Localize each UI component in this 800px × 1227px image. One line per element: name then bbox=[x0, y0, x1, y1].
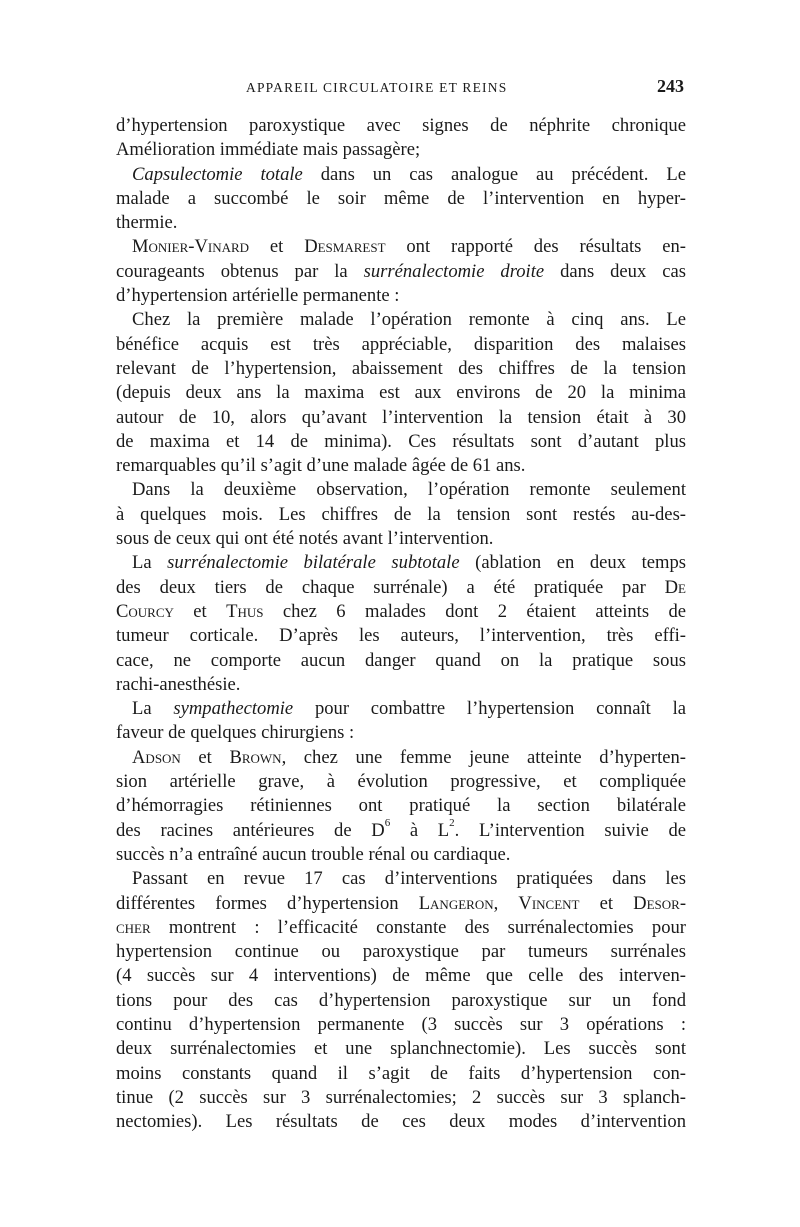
text-line: relevant de l’hypertension, abaissement des chiffres de la tension bbox=[116, 357, 686, 379]
text-line: faveur de quelques chirurgiens : bbox=[116, 722, 355, 744]
text-line: à quelques mois. Les chiffres de la tension sont restés au-des- bbox=[116, 503, 686, 525]
text-line: moins constants quand il s’agit de faits d’hypertension con- bbox=[116, 1062, 686, 1084]
text-line: cace, ne comporte aucun danger quand on la pratique sous bbox=[116, 649, 686, 671]
text-line: hypertension continue ou paroxystique par tumeurs surrénales bbox=[116, 941, 686, 963]
text-line: sous de ceux qui ont été notés avant l’intervention. bbox=[116, 528, 494, 550]
text-line: continu d’hypertension permanente (3 succès sur 3 opérations : bbox=[116, 1013, 686, 1035]
text-line: Chez la première malade l’opération remonte à cinq ans. Le bbox=[132, 309, 686, 331]
body-text bbox=[116, 114, 686, 1134]
text-line: remarquables qu’il s’agit d’une malade âgée de 61 ans. bbox=[116, 455, 526, 477]
text-line: malade a succombé le soir même de l’intervention en hyper- bbox=[116, 187, 686, 209]
text-line: succès n’a entraîné aucun trouble rénal ou cardiaque. bbox=[116, 843, 511, 865]
text-line: bénéfice acquis est très appréciable, disparition des malaises bbox=[116, 333, 686, 355]
text-line: rachi-anesthésie. bbox=[116, 673, 241, 695]
book-page bbox=[116, 76, 686, 1134]
text-line: tumeur corticale. D’après les auteurs, l’intervention, très effi- bbox=[116, 625, 686, 647]
running-head bbox=[116, 76, 686, 100]
text-line: Adson et Brown, chez une femme jeune atteinte d’hyperten- bbox=[132, 746, 687, 768]
text-line: autour de 10, alors qu’avant l’intervention la tension était à 30 bbox=[116, 406, 686, 428]
text-line: d’hypertension artérielle permanente : bbox=[116, 285, 400, 307]
text-line: d’hypertension paroxystique avec signes de néphrite chronique bbox=[116, 115, 686, 136]
text-line: cher montrent : l’efficacité constante des surrénalectomies pour bbox=[116, 916, 686, 938]
text-line: de maxima et 14 de minima). Ces résultats sont d’autant plus bbox=[116, 430, 686, 452]
text-line: Dans la deuxième observation, l’opération remonte seulement bbox=[132, 479, 686, 501]
text-line: des deux tiers de chaque surrénale) a été pratiquée par De bbox=[116, 576, 686, 598]
text-line: d’hémorragies rétiniennes ont pratiqué la section bilatérale bbox=[116, 795, 686, 817]
text-line: tions pour des cas d’hypertension paroxystique sur un fond bbox=[116, 989, 686, 1011]
text-line: deux surrénalectomies et une splanchnectomie). Les succès sont bbox=[116, 1038, 686, 1060]
text-line: des racines antérieures de $D^6$ à $L^2$. L’intervention suivie de bbox=[116, 817, 686, 841]
page-number: 243 bbox=[657, 76, 684, 96]
text-line: La sympathectomie pour combattre l’hypertension connaît la bbox=[132, 698, 687, 720]
text-line: nectomies). Les résultats de ces deux modes d’intervention bbox=[116, 1111, 686, 1133]
text-line: (depuis deux ans la maxima est aux environs de 20 la minima bbox=[116, 382, 686, 404]
text-line: courageants obtenus par la surrénalectomie droite dans deux cas bbox=[116, 260, 686, 282]
text-line: Amélioration immédiate mais passagère; bbox=[116, 139, 421, 161]
running-title: APPAREIL CIRCULATOIRE ET REINS bbox=[246, 80, 508, 95]
text-line: La surrénalectomie bilatérale subtotale (ablation en deux temps bbox=[132, 552, 686, 574]
text-line: Monier-Vinard et Desmarest ont rapporté des résultats en- bbox=[132, 236, 686, 258]
text-line: sion artérielle grave, à évolution progressive, et compliquée bbox=[116, 771, 686, 793]
text-line: Passant en revue 17 cas d’interventions pratiquées dans les bbox=[132, 868, 686, 890]
text-line: (4 succès sur 4 interventions) de même que celle des interven- bbox=[116, 965, 686, 987]
text-line: Courcy et Thus chez 6 malades dont 2 étaient atteints de bbox=[116, 600, 686, 622]
text-line: différentes formes d’hypertension Langeron, Vincent et Desor- bbox=[116, 892, 687, 914]
text-line: tinue (2 succès sur 3 surrénalectomies; 2 succès sur 3 splanch- bbox=[116, 1086, 686, 1108]
text-line: thermie. bbox=[116, 212, 178, 234]
text-line: Capsulectomie totale dans un cas analogue au précédent. Le bbox=[132, 163, 686, 185]
